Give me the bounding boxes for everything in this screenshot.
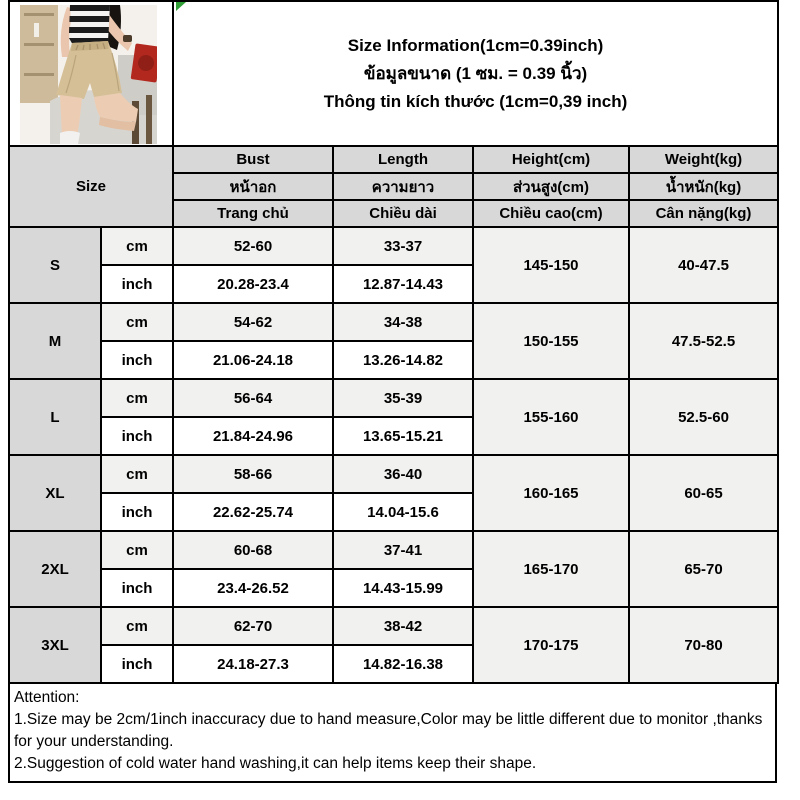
corner-marker-icon bbox=[176, 2, 186, 11]
col-length-vi: Chiều dài bbox=[333, 200, 473, 227]
size-3xl-height: 170-175 bbox=[473, 607, 629, 683]
size-m-height: 150-155 bbox=[473, 303, 629, 379]
size-3xl-label: 3XL bbox=[9, 607, 101, 683]
size-xl-label: XL bbox=[9, 455, 101, 531]
col-length-th: ความยาว bbox=[333, 173, 473, 200]
title-en: Size Information(1cm=0.39inch) bbox=[347, 35, 604, 55]
size-m-label: M bbox=[9, 303, 101, 379]
size-xl-length-inch: 14.04-15.6 bbox=[333, 493, 473, 531]
size-l-height: 155-160 bbox=[473, 379, 629, 455]
size-chart-sheet bbox=[8, 0, 777, 783]
size-2xl-unit-inch: inch bbox=[101, 569, 173, 607]
size-l-unit-cm: cm bbox=[101, 379, 173, 417]
striped-top-shape bbox=[69, 5, 110, 43]
size-s-length-cm: 33-37 bbox=[333, 227, 473, 265]
size-m-bust-cm: 54-62 bbox=[173, 303, 333, 341]
size-m-weight: 47.5-52.5 bbox=[629, 303, 778, 379]
product-photo-cell bbox=[9, 1, 173, 146]
size-header: Size bbox=[9, 146, 173, 227]
size-s-unit-cm: cm bbox=[101, 227, 173, 265]
title-th: ข้อมูลขนาด (1 ซม. = 0.39 นิ้ว) bbox=[363, 63, 588, 83]
size-xl-unit-cm: cm bbox=[101, 455, 173, 493]
col-length-en: Length bbox=[333, 146, 473, 173]
size-3xl-length-cm: 38-42 bbox=[333, 607, 473, 645]
size-xl-bust-cm: 58-66 bbox=[173, 455, 333, 493]
size-2xl-length-cm: 37-41 bbox=[333, 531, 473, 569]
size-xl-height: 160-165 bbox=[473, 455, 629, 531]
size-3xl-bust-inch: 24.18-27.3 bbox=[173, 645, 333, 683]
col-weight-th: น้ำหนัก(kg) bbox=[629, 173, 778, 200]
size-l-length-inch: 13.65-15.21 bbox=[333, 417, 473, 455]
size-xl-length-cm: 36-40 bbox=[333, 455, 473, 493]
size-xl-bust-inch: 22.62-25.74 bbox=[173, 493, 333, 531]
size-m-bust-inch: 21.06-24.18 bbox=[173, 341, 333, 379]
size-l-label: L bbox=[9, 379, 101, 455]
cabinet-shape bbox=[20, 5, 58, 103]
size-s-length-inch: 12.87-14.43 bbox=[333, 265, 473, 303]
size-s-bust-inch: 20.28-23.4 bbox=[173, 265, 333, 303]
title-cell bbox=[173, 1, 778, 146]
size-2xl-length-inch: 14.43-15.99 bbox=[333, 569, 473, 607]
size-l-weight: 52.5-60 bbox=[629, 379, 778, 455]
attention-label: Attention: bbox=[14, 689, 80, 706]
size-l-bust-cm: 56-64 bbox=[173, 379, 333, 417]
product-photo bbox=[20, 5, 157, 144]
size-2xl-weight: 65-70 bbox=[629, 531, 778, 607]
attention-box bbox=[8, 684, 777, 783]
col-height-vi: Chiều cao(cm) bbox=[473, 200, 629, 227]
size-l-bust-inch: 21.84-24.96 bbox=[173, 417, 333, 455]
attention-note-2: 2.Suggestion of cold water hand washing,it can help items keep their shape. bbox=[14, 755, 537, 772]
size-xl-unit-inch: inch bbox=[101, 493, 173, 531]
size-2xl-height: 165-170 bbox=[473, 531, 629, 607]
col-bust-vi: Trang chủ bbox=[173, 200, 333, 227]
size-s-bust-cm: 52-60 bbox=[173, 227, 333, 265]
size-3xl-weight: 70-80 bbox=[629, 607, 778, 683]
size-2xl-label: 2XL bbox=[9, 531, 101, 607]
shoe-shape bbox=[60, 131, 80, 144]
attention-note-1: 1.Size may be 2cm/1inch inaccuracy due to hand measure,Color may be little different due to monitor ,thanks for your understanding. bbox=[14, 711, 763, 750]
size-s-weight: 40-47.5 bbox=[629, 227, 778, 303]
col-height-en: Height(cm) bbox=[473, 146, 629, 173]
watch-shape bbox=[123, 35, 132, 42]
size-l-unit-inch: inch bbox=[101, 417, 173, 455]
col-weight-en: Weight(kg) bbox=[629, 146, 778, 173]
size-3xl-unit-cm: cm bbox=[101, 607, 173, 645]
size-3xl-unit-inch: inch bbox=[101, 645, 173, 683]
size-3xl-bust-cm: 62-70 bbox=[173, 607, 333, 645]
size-l-length-cm: 35-39 bbox=[333, 379, 473, 417]
size-2xl-bust-inch: 23.4-26.52 bbox=[173, 569, 333, 607]
size-2xl-bust-cm: 60-68 bbox=[173, 531, 333, 569]
col-bust-en: Bust bbox=[173, 146, 333, 173]
size-m-length-cm: 34-38 bbox=[333, 303, 473, 341]
title-vi: Thông tin kích thước (1cm=0,39 inch) bbox=[323, 91, 628, 111]
size-s-unit-inch: inch bbox=[101, 265, 173, 303]
size-3xl-length-inch: 14.82-16.38 bbox=[333, 645, 473, 683]
col-height-th: ส่วนสูง(cm) bbox=[473, 173, 629, 200]
col-bust-th: หน้าอก bbox=[173, 173, 333, 200]
size-s-label: S bbox=[9, 227, 101, 303]
size-table bbox=[8, 0, 779, 684]
size-m-unit-cm: cm bbox=[101, 303, 173, 341]
col-weight-vi: Cân nặng(kg) bbox=[629, 200, 778, 227]
size-s-height: 145-150 bbox=[473, 227, 629, 303]
size-m-unit-inch: inch bbox=[101, 341, 173, 379]
size-2xl-unit-cm: cm bbox=[101, 531, 173, 569]
size-xl-weight: 60-65 bbox=[629, 455, 778, 531]
size-m-length-inch: 13.26-14.82 bbox=[333, 341, 473, 379]
